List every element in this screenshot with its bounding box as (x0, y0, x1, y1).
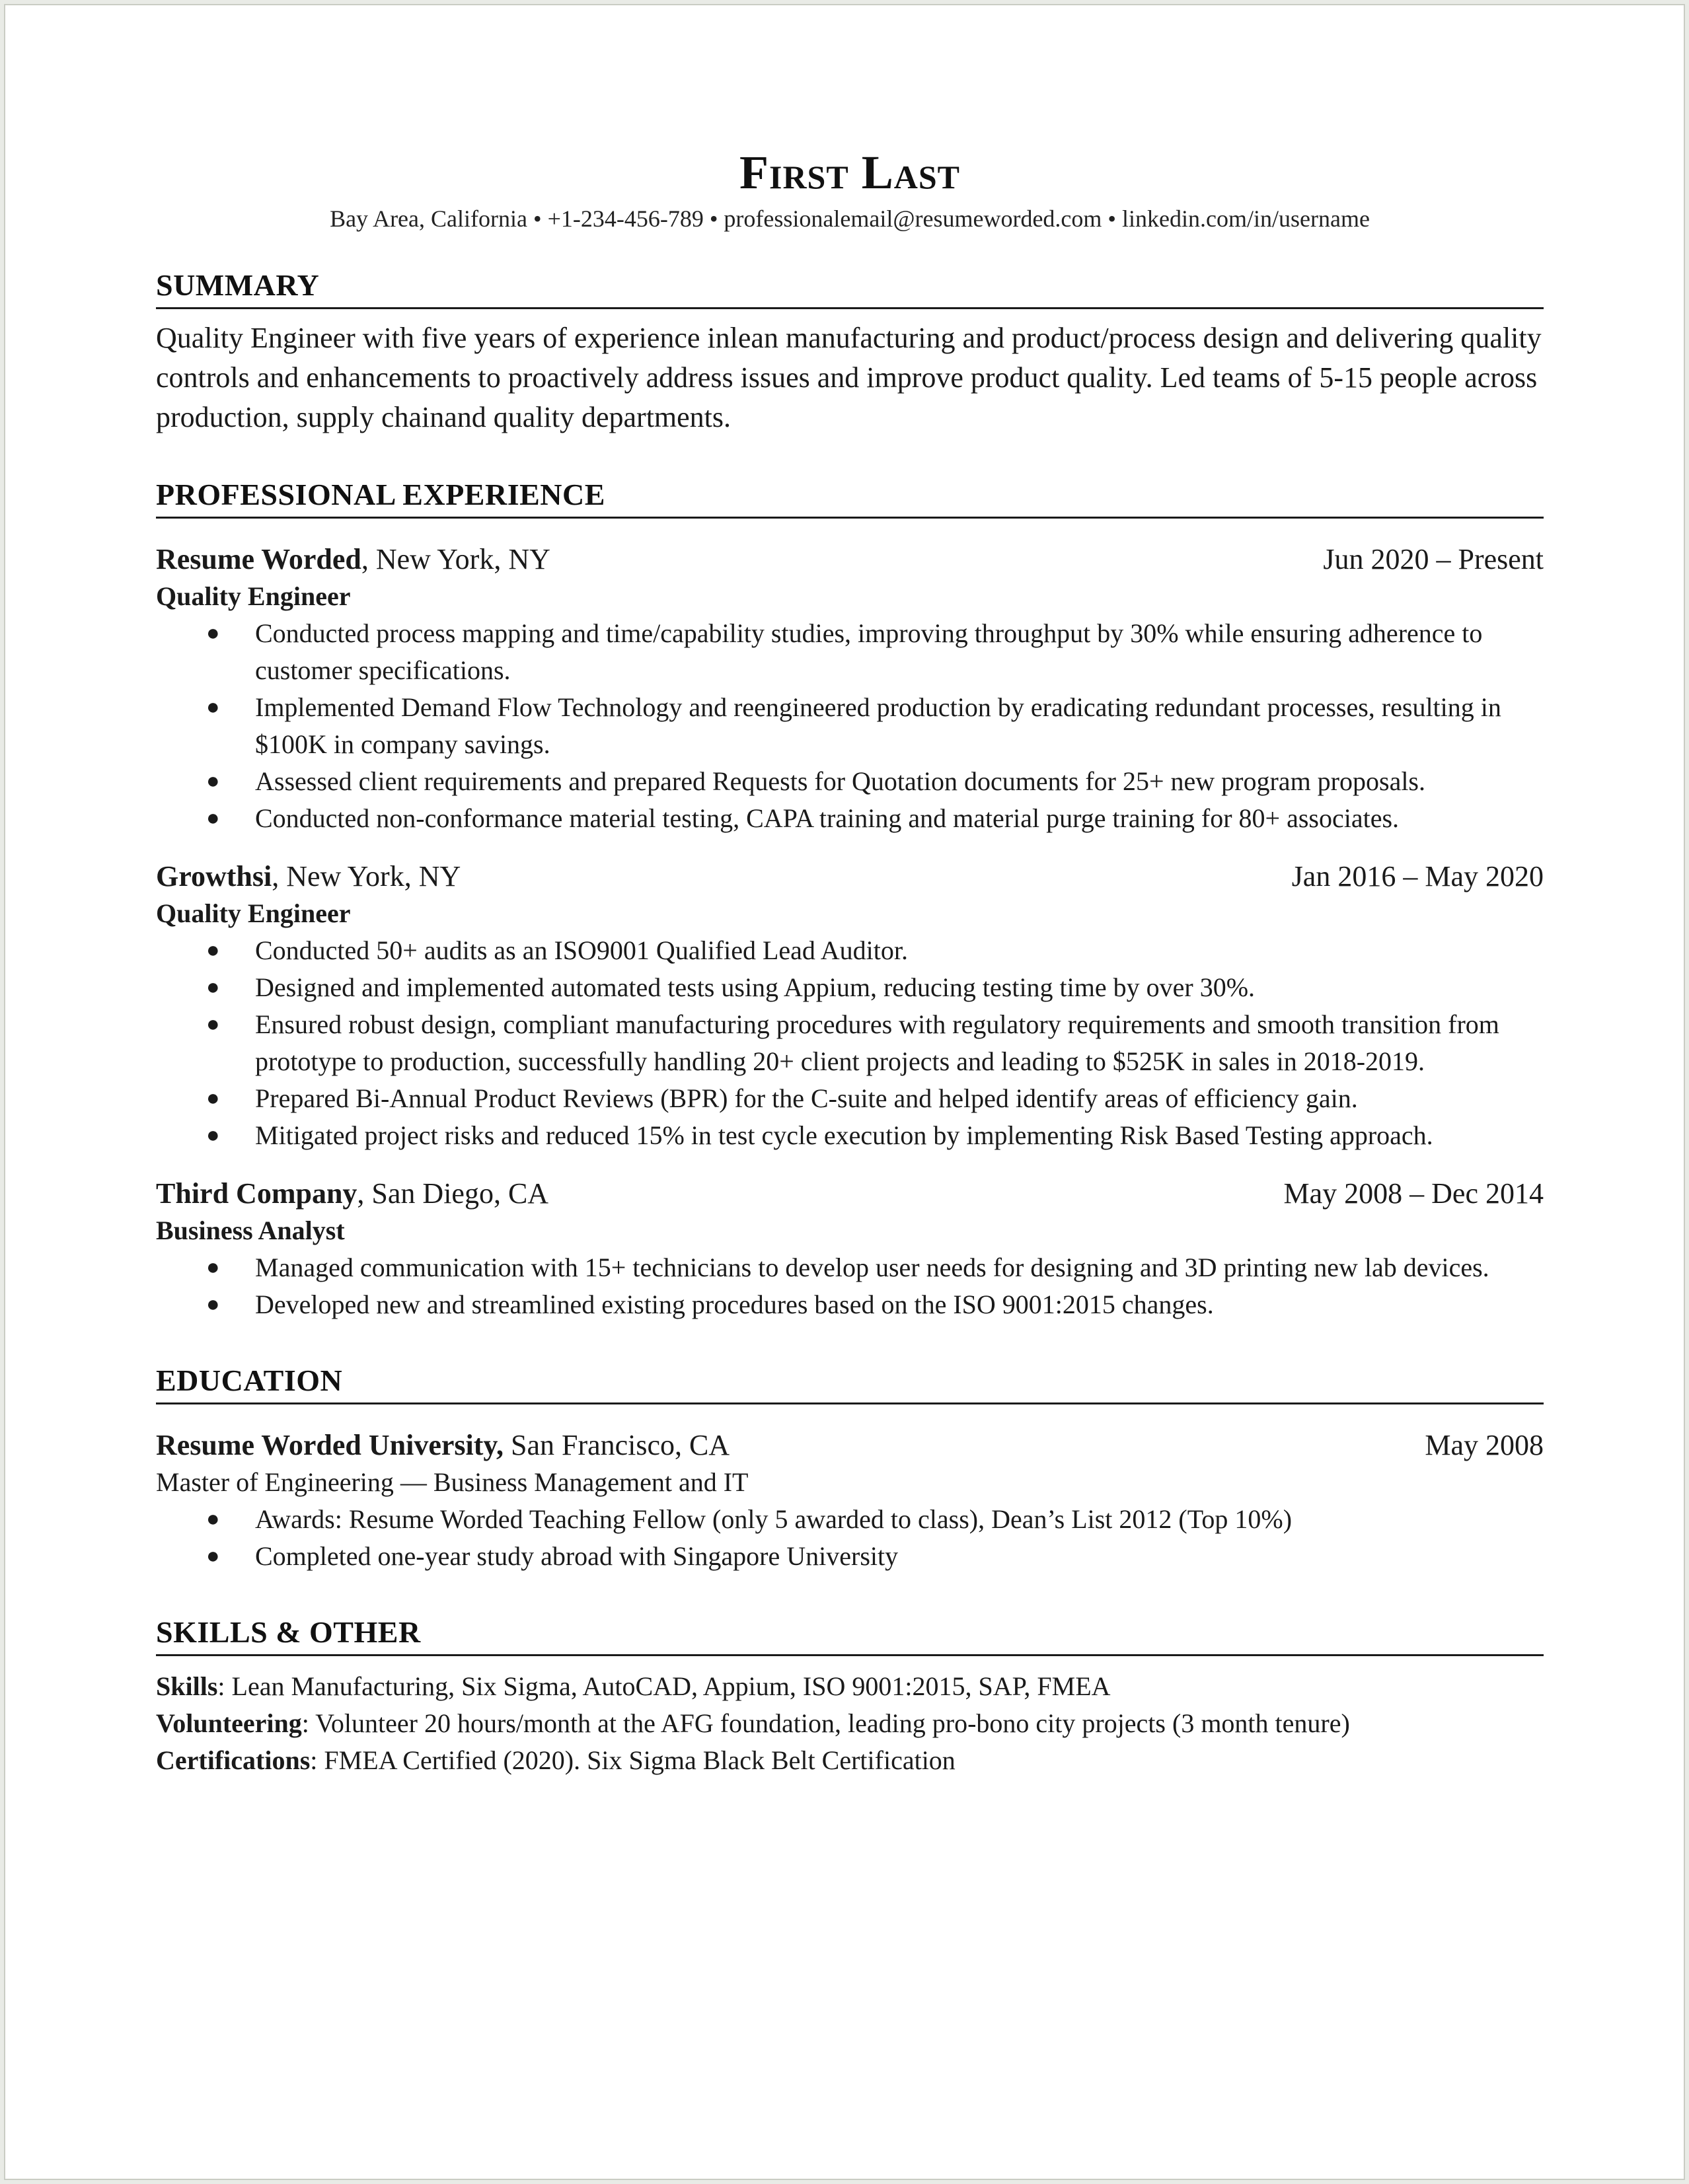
bullet-item (156, 800, 1544, 837)
degree: Master of Engineering — Business Management and IT (156, 1467, 749, 1497)
education-header (156, 1427, 1544, 1464)
bullet-icon: ● (206, 1086, 220, 1110)
volunteering-label: Volunteering (156, 1708, 302, 1738)
bullet-icon: ● (206, 938, 220, 963)
job-bullets (156, 1249, 1544, 1323)
summary-heading: SUMMARY (156, 266, 1544, 309)
bullet-item (156, 969, 1544, 1006)
bullet-item (156, 1006, 1544, 1080)
certifications-label: Certifications (156, 1745, 311, 1775)
bullet-text: Conducted non-conformance material testing, CAPA training and material purge training for 80+ associates. (255, 803, 1400, 833)
bullet-text: Managed communication with 15+ technicians to develop user needs for designing and 3D printing new lab devices. (255, 1253, 1489, 1282)
education-entry (156, 1427, 1544, 1575)
company-name: Growthsi (156, 860, 272, 892)
bullet-icon: ● (206, 1507, 220, 1531)
candidate-name: First Last (739, 146, 960, 199)
bullet-text: Awards: Resume Worded Teaching Fellow (only 5 awarded to class), Dean’s List 2012 (Top 10%) (255, 1504, 1293, 1534)
job-title: Quality Engineer (156, 581, 351, 611)
bullet-text: Assessed client requirements and prepared Requests for Quotation documents for 25+ new program proposals. (255, 766, 1425, 796)
job-dates: Jun 2020 – Present (1323, 543, 1544, 575)
bullet-item (156, 1249, 1544, 1286)
job-title: Quality Engineer (156, 898, 351, 928)
bullet-item (156, 932, 1544, 969)
bullet-icon: ● (206, 769, 220, 793)
bullet-text: Mitigated project risks and reduced 15% in test cycle execution by implementing Risk Based Testing approach. (255, 1120, 1433, 1150)
bullet-icon: ● (206, 1012, 220, 1037)
bullet-item (156, 689, 1544, 763)
school-location: San Francisco, CA (503, 1429, 730, 1461)
skills-label: Skills (156, 1671, 218, 1701)
skills-line (156, 1668, 1544, 1705)
bullet-icon: ● (206, 975, 220, 1000)
bullet-icon: ● (206, 1292, 220, 1317)
job-entry (156, 541, 1544, 837)
job-header (156, 541, 1544, 578)
skills-block (156, 1668, 1544, 1779)
bullet-item (156, 1501, 1544, 1538)
contact-line: Bay Area, California • +1-234-456-789 • professionalemail@resumeworded.com • linkedin.com/in/username (330, 205, 1370, 232)
job-header (156, 858, 1544, 895)
bullet-icon: ● (206, 806, 220, 830)
bullet-icon: ● (206, 1544, 220, 1568)
bullet-item (156, 1117, 1544, 1154)
skills-section (156, 1613, 1544, 1779)
bullet-text: Conducted 50+ audits as an ISO9001 Qualified Lead Auditor. (255, 935, 908, 965)
certifications-line (156, 1742, 1544, 1779)
bullet-text: Implemented Demand Flow Technology and reengineered production by eradicating redundant processes, resulting in $100K in company savings. (255, 692, 1501, 759)
bullet-text: Ensured robust design, compliant manufacturing procedures with regulatory requirements and smooth transition from prototype to production, successfully handling 20+ client projects and leading to $525K in sales in 2018-2019. (255, 1009, 1499, 1076)
education-section (156, 1362, 1544, 1575)
bullet-icon: ● (206, 1123, 220, 1147)
school-name: Resume Worded University, (156, 1429, 504, 1461)
skills-text: : Lean Manufacturing, Six Sigma, AutoCAD, Appium, ISO 9001:2015, SAP, FMEA (217, 1671, 1111, 1701)
job-bullets (156, 932, 1544, 1154)
bullet-item (156, 615, 1544, 689)
summary-section (156, 266, 1544, 437)
bullet-item (156, 1080, 1544, 1117)
company-location: , New York, NY (361, 543, 550, 575)
experience-section (156, 476, 1544, 1323)
company-location: , San Diego, CA (357, 1177, 549, 1210)
bullet-item (156, 1286, 1544, 1323)
resume-page (4, 4, 1685, 2180)
job-employer (156, 541, 550, 578)
bullet-item (156, 763, 1544, 800)
bullet-icon: ● (206, 1255, 220, 1280)
volunteering-line (156, 1705, 1544, 1742)
education-heading: EDUCATION (156, 1362, 1544, 1404)
volunteering-text: : Volunteer 20 hours/month at the AFG foundation, leading pro-bono city projects (3 month tenure) (301, 1708, 1350, 1738)
job-title: Business Analyst (156, 1216, 345, 1245)
bullet-text: Conducted process mapping and time/capability studies, improving throughput by 30% while ensuring adherence to customer specifications. (255, 618, 1483, 685)
education-bullets (156, 1501, 1544, 1575)
bullet-text: Completed one-year study abroad with Singapore University (255, 1541, 899, 1571)
education-school (156, 1427, 730, 1464)
company-location: , New York, NY (272, 860, 461, 892)
bullet-text: Designed and implemented automated tests using Appium, reducing testing time by over 30%. (255, 972, 1256, 1002)
experience-heading: PROFESSIONAL EXPERIENCE (156, 476, 1544, 519)
job-dates: May 2008 – Dec 2014 (1283, 1177, 1544, 1210)
job-header (156, 1175, 1544, 1212)
bullet-text: Prepared Bi-Annual Product Reviews (BPR) for the C-suite and helped identify areas of efficiency gain. (255, 1083, 1358, 1113)
resume-content (156, 141, 1544, 1779)
company-name: Third Company (156, 1177, 357, 1210)
job-entry (156, 1175, 1544, 1323)
education-date: May 2008 (1425, 1429, 1544, 1461)
bullet-text: Developed new and streamlined existing procedures based on the ISO 9001:2015 changes. (255, 1290, 1214, 1319)
certifications-text: : FMEA Certified (2020). Six Sigma Black Belt Certification (310, 1745, 956, 1775)
bullet-item (156, 1538, 1544, 1575)
company-name: Resume Worded (156, 543, 361, 575)
job-employer (156, 1175, 548, 1212)
bullet-icon: ● (206, 621, 220, 645)
job-entry (156, 858, 1544, 1154)
skills-heading: SKILLS & OTHER (156, 1613, 1544, 1656)
job-employer (156, 858, 461, 895)
bullet-icon: ● (206, 695, 220, 719)
job-dates: Jan 2016 – May 2020 (1291, 860, 1544, 892)
summary-text: Quality Engineer with five years of experience inlean manufacturing and product/process design and delivering quality controls and enhancements to proactively address issues and improve product quality. Led teams of 5-15 people across production, supply chainand quality departments. (156, 322, 1542, 433)
job-bullets (156, 615, 1544, 837)
